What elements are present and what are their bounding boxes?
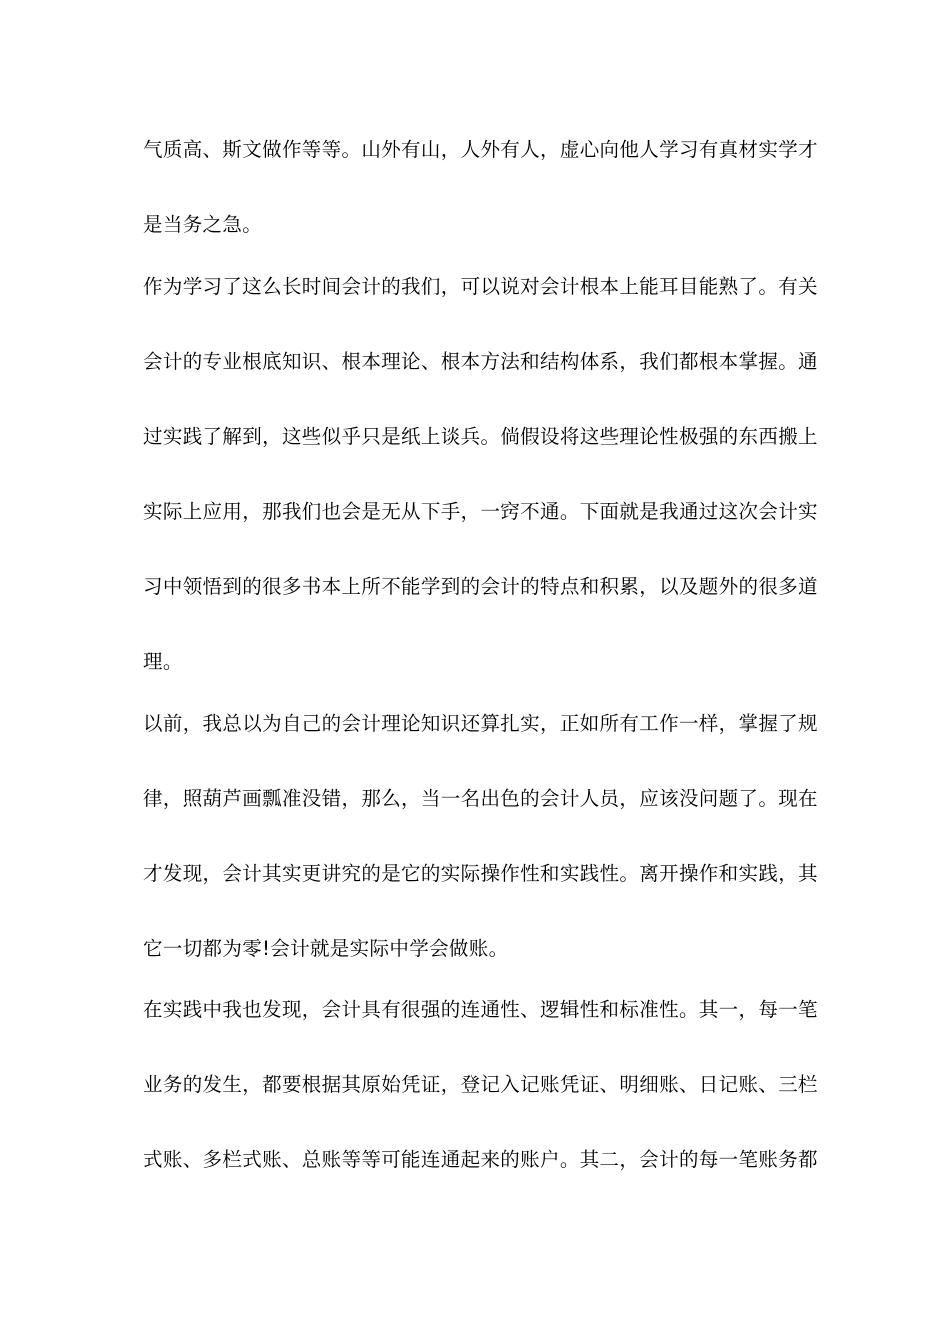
text-line: 它一切都为零!会计就是实际中学会做账。 xyxy=(143,937,509,960)
text-line: 才发现，会计其实更讲究的是它的实际操作性和实践性。离开操作和实践，其 xyxy=(143,862,818,885)
text-line: 律，照葫芦画瓢准没错，那么，当一名出色的会计人员，应该没问题了。现在 xyxy=(143,787,818,810)
text-line: 以前，我总以为自己的会计理论知识还算扎实，正如所有工作一样，掌握了规 xyxy=(143,712,818,735)
text-line: 实际上应用，那我们也会是无从下手，一窍不通。下面就是我通过这次会计实 xyxy=(143,500,818,523)
text-line: 习中领悟到的很多书本上所不能学到的会计的特点和积累，以及题外的很多道 xyxy=(143,575,818,598)
text-line: 式账、多栏式账、总账等等可能连通起来的账户。其二，会计的每一笔账务都 xyxy=(143,1148,818,1171)
text-line: 理。 xyxy=(143,650,183,673)
text-line: 过实践了解到，这些似乎只是纸上谈兵。倘假设将这些理论性极强的东西搬上 xyxy=(143,425,818,448)
text-line: 是当务之急。 xyxy=(143,213,263,236)
text-line: 业务的发生，都要根据其原始凭证，登记入记账凭证、明细账、日记账、三栏 xyxy=(143,1073,818,1096)
text-line: 在实践中我也发现，会计具有很强的连通性、逻辑性和标准性。其一，每一笔 xyxy=(143,998,818,1021)
text-line: 气质高、斯文做作等等。山外有山，人外有人，虚心向他人学习有真材实学才 xyxy=(143,138,818,161)
text-line: 作为学习了这么长时间会计的我们，可以说对会计根本上能耳目能熟了。有关 xyxy=(143,275,818,298)
text-line: 会计的专业根底知识、根本理论、根本方法和结构体系，我们都根本掌握。通 xyxy=(143,350,818,373)
